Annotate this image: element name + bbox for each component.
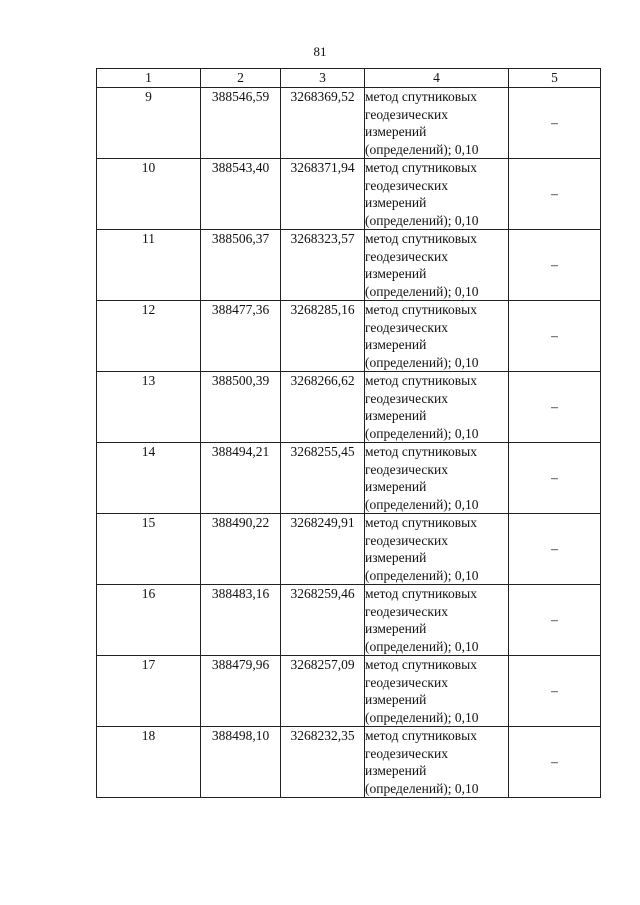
table-row [97, 443, 601, 514]
y-coordinate-cell: 3268371,94 [281, 159, 365, 230]
method-line: (определений); 0,10 [365, 283, 479, 299]
column-header-4: 4 [365, 69, 509, 88]
table-row [97, 585, 601, 656]
column-header-3: 3 [281, 69, 365, 88]
method-line: метод спутниковых [365, 231, 477, 246]
method-line: геодезических [365, 106, 448, 122]
y-coordinate-cell: 3268266,62 [281, 372, 365, 443]
table-row [97, 88, 601, 159]
method-line: (определений); 0,10 [365, 425, 479, 441]
y-coordinate-cell: 3268369,52 [281, 88, 365, 159]
method-line: измерений [365, 692, 427, 707]
method-cell [365, 443, 509, 514]
method-line: измерений [365, 763, 427, 778]
y-coordinate-cell: 3268255,45 [281, 443, 365, 514]
method-line: метод спутниковых [365, 160, 477, 175]
method-line: (определений); 0,10 [365, 709, 479, 725]
table-row [97, 230, 601, 301]
table-header [97, 69, 601, 88]
x-coordinate-cell: 388500,39 [201, 372, 281, 443]
method-line: геодезических [365, 532, 448, 548]
method-line: (определений); 0,10 [365, 780, 479, 796]
method-line: геодезических [365, 461, 448, 477]
y-coordinate-cell: 3268285,16 [281, 301, 365, 372]
x-coordinate-cell: 388494,21 [201, 443, 281, 514]
table-row [97, 372, 601, 443]
method-cell [365, 585, 509, 656]
column-5-cell: – [509, 656, 601, 727]
method-line: измерений [365, 408, 427, 423]
table-body [97, 88, 601, 798]
method-line: метод спутниковых [365, 586, 477, 601]
x-coordinate-cell: 388479,96 [201, 656, 281, 727]
point-number-cell: 15 [97, 514, 201, 585]
y-coordinate-cell: 3268323,57 [281, 230, 365, 301]
x-coordinate-cell: 388498,10 [201, 727, 281, 798]
method-line: измерений [365, 266, 427, 281]
method-line: метод спутниковых [365, 515, 477, 530]
method-line: геодезических [365, 603, 448, 619]
method-line: геодезических [365, 674, 448, 690]
method-line: геодезических [365, 390, 448, 406]
column-5-cell: – [509, 372, 601, 443]
method-cell [365, 88, 509, 159]
x-coordinate-cell: 388543,40 [201, 159, 281, 230]
method-line: метод спутниковых [365, 89, 477, 104]
column-5-cell: – [509, 230, 601, 301]
x-coordinate-cell: 388483,16 [201, 585, 281, 656]
method-line: (определений); 0,10 [365, 141, 479, 157]
table-row [97, 727, 601, 798]
method-cell [365, 656, 509, 727]
page-number: 81 [313, 44, 327, 59]
point-number-cell: 12 [97, 301, 201, 372]
method-line: (определений); 0,10 [365, 354, 479, 370]
method-line: (определений); 0,10 [365, 567, 479, 583]
method-line: измерений [365, 195, 427, 210]
method-line: геодезических [365, 248, 448, 264]
point-number-cell: 9 [97, 88, 201, 159]
y-coordinate-cell: 3268259,46 [281, 585, 365, 656]
y-coordinate-cell: 3268257,09 [281, 656, 365, 727]
y-coordinate-cell: 3268232,35 [281, 727, 365, 798]
method-cell [365, 301, 509, 372]
method-line: (определений); 0,10 [365, 638, 479, 654]
table-row [97, 301, 601, 372]
column-5-cell: – [509, 301, 601, 372]
column-5-cell: – [509, 514, 601, 585]
column-5-cell: – [509, 159, 601, 230]
column-5-cell: – [509, 727, 601, 798]
method-line: геодезических [365, 319, 448, 335]
column-header-1: 1 [97, 69, 201, 88]
y-coordinate-cell: 3268249,91 [281, 514, 365, 585]
method-cell [365, 230, 509, 301]
x-coordinate-cell: 388490,22 [201, 514, 281, 585]
header-row [97, 69, 601, 88]
point-number-cell: 14 [97, 443, 201, 514]
method-line: метод спутниковых [365, 728, 477, 743]
x-coordinate-cell: 388546,59 [201, 88, 281, 159]
method-cell [365, 727, 509, 798]
method-line: геодезических [365, 177, 448, 193]
method-cell [365, 372, 509, 443]
x-coordinate-cell: 388477,36 [201, 301, 281, 372]
method-line: метод спутниковых [365, 444, 477, 459]
column-5-cell: – [509, 585, 601, 656]
column-header-5: 5 [509, 69, 601, 88]
table-row [97, 656, 601, 727]
column-5-cell: – [509, 443, 601, 514]
method-line: метод спутниковых [365, 657, 477, 672]
table-row [97, 514, 601, 585]
method-line: измерений [365, 124, 427, 139]
point-number-cell: 13 [97, 372, 201, 443]
method-line: измерений [365, 337, 427, 352]
point-number-cell: 16 [97, 585, 201, 656]
method-line: метод спутниковых [365, 373, 477, 388]
column-header-2: 2 [201, 69, 281, 88]
method-line: геодезических [365, 745, 448, 761]
method-cell [365, 514, 509, 585]
point-number-cell: 10 [97, 159, 201, 230]
x-coordinate-cell: 388506,37 [201, 230, 281, 301]
method-line: (определений); 0,10 [365, 212, 479, 228]
point-number-cell: 17 [97, 656, 201, 727]
method-line: измерений [365, 479, 427, 494]
point-number-cell: 11 [97, 230, 201, 301]
method-line: измерений [365, 621, 427, 636]
method-line: измерений [365, 550, 427, 565]
point-number-cell: 18 [97, 727, 201, 798]
coordinates-table [96, 68, 601, 798]
method-cell [365, 159, 509, 230]
column-5-cell: – [509, 88, 601, 159]
method-line: (определений); 0,10 [365, 496, 479, 512]
table-row [97, 159, 601, 230]
method-line: метод спутниковых [365, 302, 477, 317]
